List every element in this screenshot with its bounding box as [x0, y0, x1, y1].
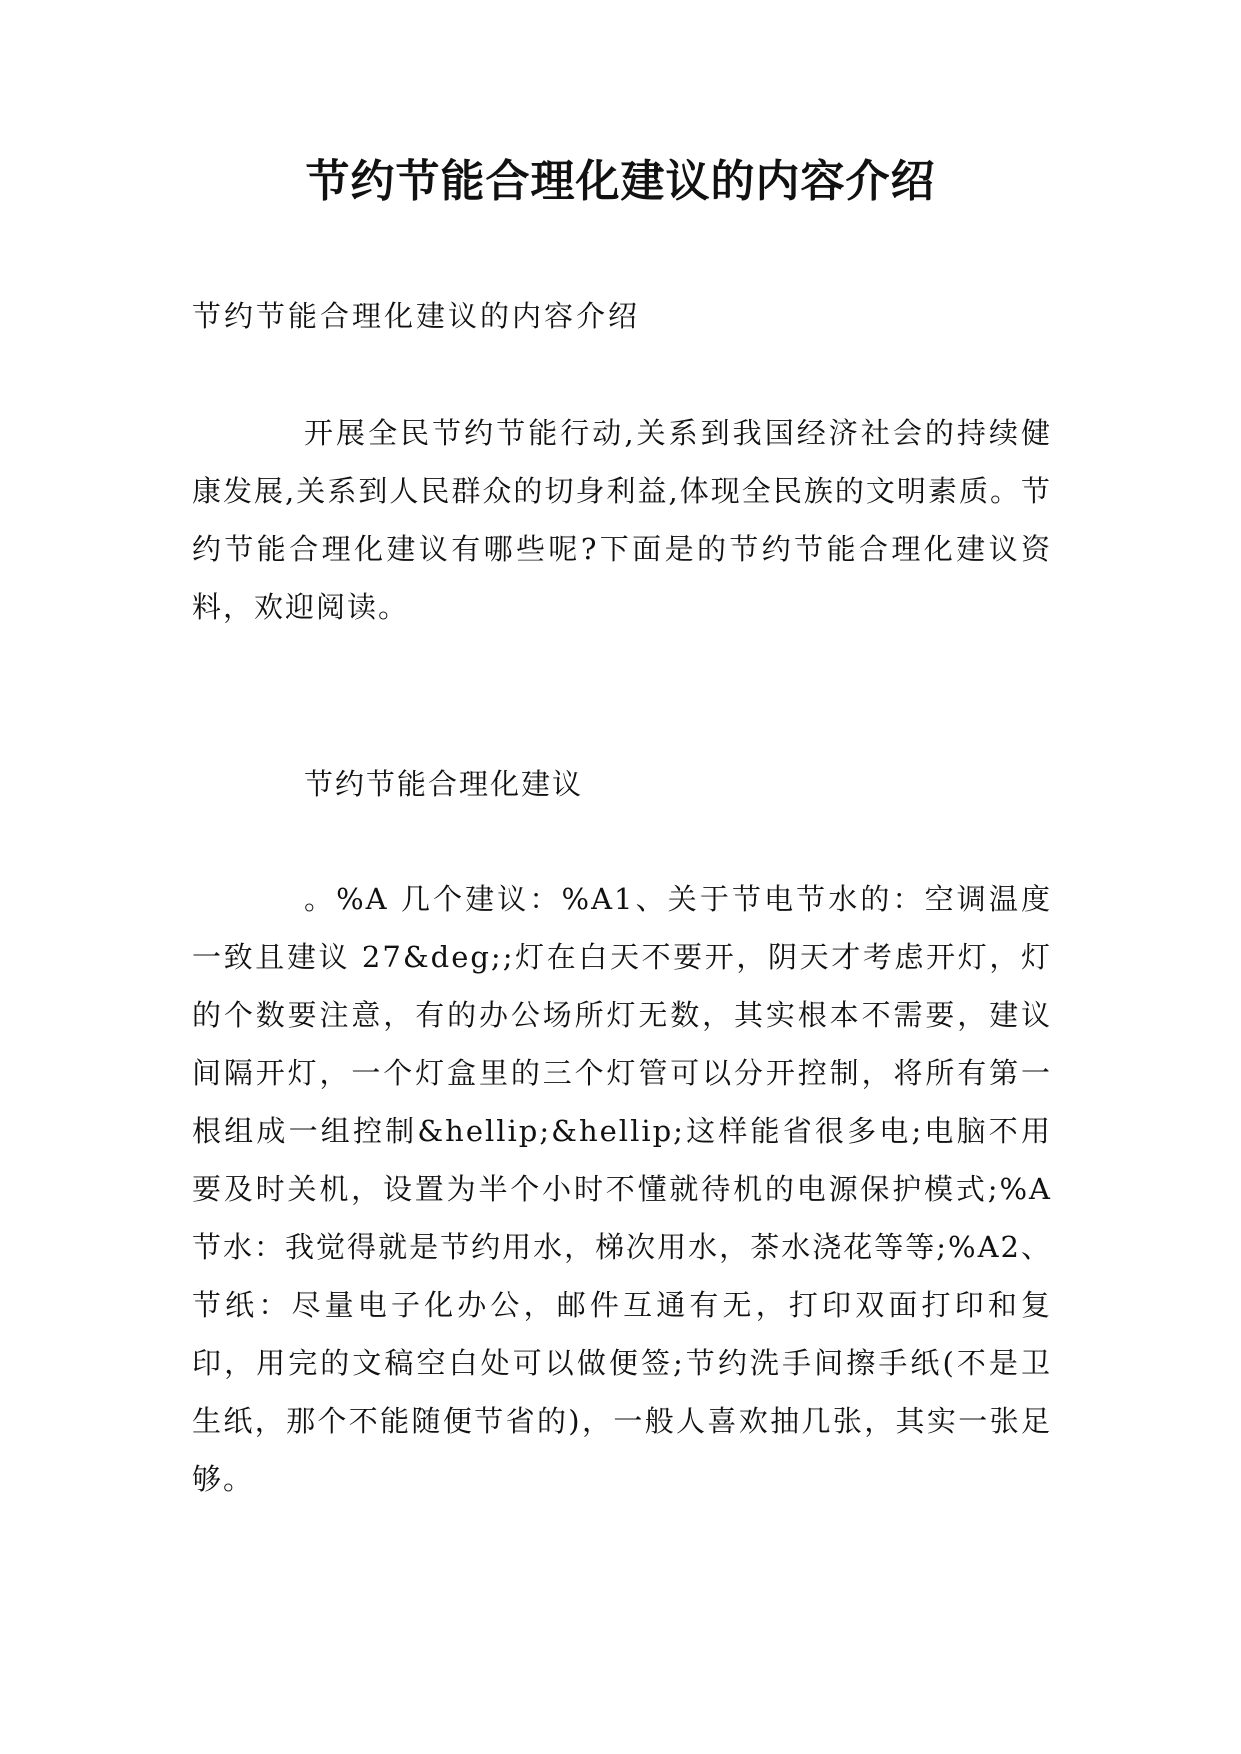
- document-subtitle: 节约节能合理化建议的内容介绍: [192, 299, 641, 333]
- intro-paragraph: 开展全民节约节能行动,关系到我国经济社会的持续健康发展,关系到人民群众的切身利益,体现全民族的文明素质。节约节能合理化建议有哪些呢?下面是的节约节能合理化建议资料，欢迎阅读。: [192, 416, 1052, 624]
- body-paragraph: 。%A 几个建议：%A1、关于节电节水的：空调温度一致且建议 27&deg;;灯在白天不要开，阴天才考虑开灯，灯的个数要注意，有的办公场所灯无数，其实根本不需要，建议间隔开灯，一个灯盒里的三个灯管可以分开控制，将所有第一根组成一组控制&hellip;&hellip;这样能省很多电;电脑不用要及时关机，设置为半个小时不懂就待机的电源保护模式;%A 节水：我觉得就是节约用水，梯次用水，茶水浇花等等;%A2、节纸：尽量电子化办公，邮件互通有无，打印双面打印和复印，用完的文稿空白处可以做便签;节约洗手间擦手纸(不是卫生纸，那个不能随便节省的)，一般人喜欢抽几张，其实一张足够。: [192, 882, 1052, 1496]
- section-heading: 节约节能合理化建议: [304, 767, 584, 801]
- document-title: 节约节能合理化建议的内容介绍: [305, 156, 936, 207]
